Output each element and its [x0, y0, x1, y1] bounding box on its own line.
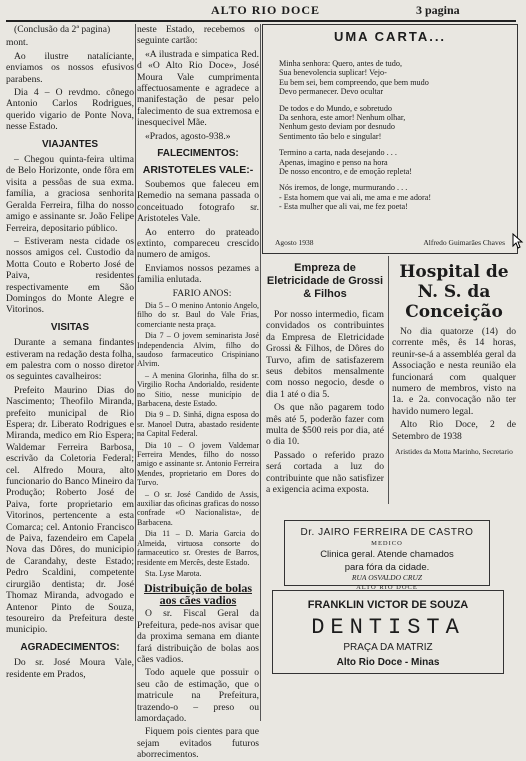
birthday-entry: Dia 7 – O jovem seminarista José Independencia Alvim, filho do saudoso farmaceutico Crispiniano Alvim.: [137, 331, 259, 369]
subsection-heading: FARIO ANOS:: [172, 287, 232, 299]
poem-date: Agosto 1938: [275, 238, 314, 247]
paragraph: Ao ilustre natalíciante, enviamos os nossos efusivos parabens.: [6, 50, 134, 85]
paragraph: «Prados, agosto-938.»: [145, 130, 231, 142]
notice-paragraph: No dia quatorze (14) do corrente mês, ês 14 horas, reunir-se-á a assembléa geral da Associação e nesta reunião ela funcionará com qualquer numero de membros, visto na 1a. e 2a. convocação não ter havido numero legal.: [392, 326, 516, 417]
birthday-entry: Sta. Lyse Marota.: [145, 568, 202, 578]
poem-line: Devo permanecer. Devo ocultar: [279, 87, 384, 97]
poem-body: [279, 59, 509, 212]
column-divider: [260, 24, 261, 721]
poem-line: Eu bem sei, bem compreendo, que bem mudo: [279, 77, 429, 87]
newspaper-title: ALTO RIO DOCE: [211, 3, 321, 17]
stanza-break: [279, 97, 509, 104]
paragraph: Prefeito Maurino Dias do Nascimento; Theofilo Miranda, prefeito municipal de Rio Espera; dr. Liberato Rodrigues e Miranda, medico em Rio Espera; Waldemar Ferreira Barbosa, escrivão da Coletoria Federal; cel. Alfredo Moura, alto funcionario do Banco Mineiro da Produção; Roberto José de Paiva, forte proprietario em Vitorinos, pertencente a esta Comarca; cel. Antonio Francisco de Paiva, fazendeiro em Capela Nova das Dôres, do municipio de Carandahy, deste Estado; Pedro Scaldini, competente cirurgião dentista; dr. José Thomaz Miranda, advogado e Antenor Pinto de Souza, tesoureiro da Prefeitura deste municipio.: [6, 384, 134, 636]
poem-line: Apenas, imagino e penso na hora: [279, 157, 388, 167]
paragraph: Dia 4 – O revdmo. cônego Antonio Carlos Rodrigues, querido vigario de Ponte Nova, nesse Estado.: [6, 87, 134, 133]
doctor-line-1: Clinica geral. Atende chamados: [320, 549, 454, 560]
poem-line: Sua benevolencia suplicar! Vejo-: [279, 68, 387, 78]
electricity-notice: [262, 256, 389, 504]
column-1: [6, 24, 134, 721]
section-heading: AGRADECIMENTOS:: [20, 641, 120, 653]
column-divider: [135, 24, 136, 721]
poem-line: - Esta mulher que ali vai, me fez poeta!: [279, 202, 408, 212]
dentist-city: Alto Rio Doce - Minas: [336, 657, 440, 668]
poem-line: De todos e do Mundo, e sobretudo: [279, 103, 393, 113]
notice-paragraph: Os que não pagarem todo mês até 5, poderão fazer com multa de $500 reis por dia, até o dia 10.: [266, 402, 384, 448]
article-headline: Distribuição de bolas aos cães vadios: [143, 581, 252, 608]
hospital-signature: Aristides da Motta Marinho, Secretario: [395, 447, 513, 457]
poem-line: Minha senhora: Quero, antes de tudo,: [279, 59, 403, 68]
poem-line: Nós iremos, de longe, murmurando . . .: [279, 183, 408, 193]
mouse-pointer-icon: [512, 233, 522, 249]
stanza-break: [279, 176, 509, 183]
poem-line: Termino a carta, nada desejando . . .: [279, 148, 397, 158]
poem-line: Sentimento tão belo e singular!: [279, 131, 382, 141]
hospital-notice-title: Hospital de N. S. da Conceição: [399, 262, 509, 322]
poem-line: - Esta homem que vai ali, me ama e me adora!: [279, 192, 432, 202]
electricity-notice-title: Empreza de Eletricidade de Grossi & Filhos: [266, 262, 384, 300]
poem-line: De nosso encontro, e de emoção repleta!: [279, 167, 412, 177]
doctor-address: RUA OSVALDO CRUZ: [351, 573, 423, 582]
notice-paragraph: Passado o referido prazo será cortada a luz do contribuinte que não satisfizer a exigencia acima exposta.: [266, 449, 384, 496]
paragraph: Do sr. José Moura Vale, residente em Prados,: [6, 657, 134, 680]
doctor-role: MEDICO: [371, 540, 403, 547]
notice-paragraph: Por nosso intermedio, ficam convidados os contribuintes da Empresa de Eletricidade Grossi & Filhos, de Dôres do Turvo, afim de satisfazerem seus debitos mensalmente com nosso negocio, desde o dia 1 até o dia 5.: [266, 309, 384, 400]
doctor-city: ALTO RIO DOCE: [356, 584, 418, 591]
birthday-entry: Dia 5 – O menino Antonio Angelo, filho do sr. Baul do Vale Frias, comerciante nesta praça.: [137, 300, 259, 329]
page-number: 3 pagina: [416, 3, 460, 17]
dentist-ad: [272, 590, 504, 674]
poem-title: UMA CARTA...: [333, 29, 447, 44]
paragraph: Todo aquele que possuir o seu cão de estimação, que o matricule na Prefeitura, trazendo-o – preso ou amordaçado.: [137, 667, 259, 724]
section-heading: VISITAS: [50, 321, 90, 333]
birthday-entry: Dia 11 – D. Maria Garcia do Almeida, virtuosa consorte do farmaceutico sr. Orestes de Barros, residente em Mercês, deste Estado.: [137, 529, 259, 567]
paragraph: Soubemos que faleceu em Remedio na semana passada o conceituado fotografo sr. Aristoteles Vale.: [137, 178, 259, 225]
doctor-ad: [284, 520, 490, 591]
column-2: [137, 24, 259, 761]
poem-author: Alfredo Guimarães Chaves: [423, 238, 505, 247]
paragraph: Enviamos nossos pezames a familia enlutada.: [137, 262, 259, 286]
stanza-break: [279, 141, 509, 148]
birthday-entry: Dia 10 – O jovem Valdemar Ferreira Mendes, filho do nosso amigo e assinante sr. Antonio Ferreira Mendes, proprietario em Dores do Turvo.: [137, 440, 259, 488]
paragraph: «A ilustrada e simpatica Red. d «O Alto Rio Doce», José Moura Vale cumprimenta affectuosamente e agradece a manifestação de pesar pelo falecimento de sua extremosa e inesquecivel Mãe.: [137, 48, 259, 129]
poem-signature: [275, 238, 505, 247]
doctor-name: Dr. JAIRO FERREIRA DE CASTRO: [300, 527, 474, 538]
paragraph: Ao enterro do prateado extinto, compareceu crescido numero de amigos.: [137, 226, 259, 261]
poem-line: Da senhora, este amor! Nenhum olhar,: [279, 113, 406, 123]
paragraph: mont.: [6, 37, 29, 49]
section-heading: FALECIMENTOS:: [157, 148, 239, 160]
doctor-line-2: para fóra da cidade.: [344, 562, 430, 573]
dentist-profession: DENTISTA: [311, 615, 465, 640]
paragraph: neste Estado, recebemos o seguinte cartão:: [137, 24, 259, 47]
page-header: [6, 0, 516, 22]
paragraph: – Chegou quinta-feira ultima de Belo Horizonte, onde fôra em visita a pessôas de sua exma. família, a graciosa senhorita Geralda Ferreira, filha do nosso amigo e assinante sr. João Felipe Ferreira, depositario público.: [6, 154, 134, 234]
poem-box: [262, 24, 518, 254]
poem-line: Nenhum gesto deviam por desnudo: [279, 122, 395, 132]
paragraph: O sr. Fiscal Geral da Prefeitura, pede-nos avisar que da proxima semana em diante fará distribuição de bolas aos cães vadios.: [137, 608, 259, 665]
birthday-entry: Dia 9 – D. Sinhá, digna esposa do sr. Manoel Dutra, abastado residente na Capital Federal.: [137, 410, 259, 439]
birthday-entry: – A menina Glorinha, filha do sr. Virgilio Rocha Andorialdo, residente no Sitio, nesse município de Barbacena, deste Estado.: [137, 370, 259, 408]
notice-paragraph: Alto Rio Doce, 2 de Setembro de 1938: [392, 419, 516, 442]
birthday-entry: – O sr. José Candido de Assis, auxiliar das oficinas graficas do nosso confrade «O Nacionalista», de Barbacena.: [137, 489, 259, 527]
hospital-notice: [392, 256, 516, 457]
dentist-address: PRAÇA DA MATRIZ: [343, 642, 433, 653]
paragraph: Fiquem pois cientes para que sejam evitados futuros aborrecimentos.: [137, 726, 259, 761]
dentist-name: FRANKLIN VICTOR DE SOUZA: [307, 599, 469, 611]
paragraph: Durante a semana findantes estiveram na redação desta folha, em palestra com o nosso diretor os seguintes cavalheiros:: [6, 337, 134, 383]
obituary-heading: ARISTOTELES VALE:-: [142, 164, 254, 177]
paragraph: (Conclusão da 2ª pagina): [14, 24, 111, 35]
paragraph: – Estiveram nesta cidade os nossos amigos cel. Custodio da Motta Couto e Roberto José de Paiva, residentes respectivamente em São Domingos do Monte Alegre e Vitorinos.: [6, 235, 134, 316]
section-heading: VIAJANTES: [41, 138, 99, 150]
